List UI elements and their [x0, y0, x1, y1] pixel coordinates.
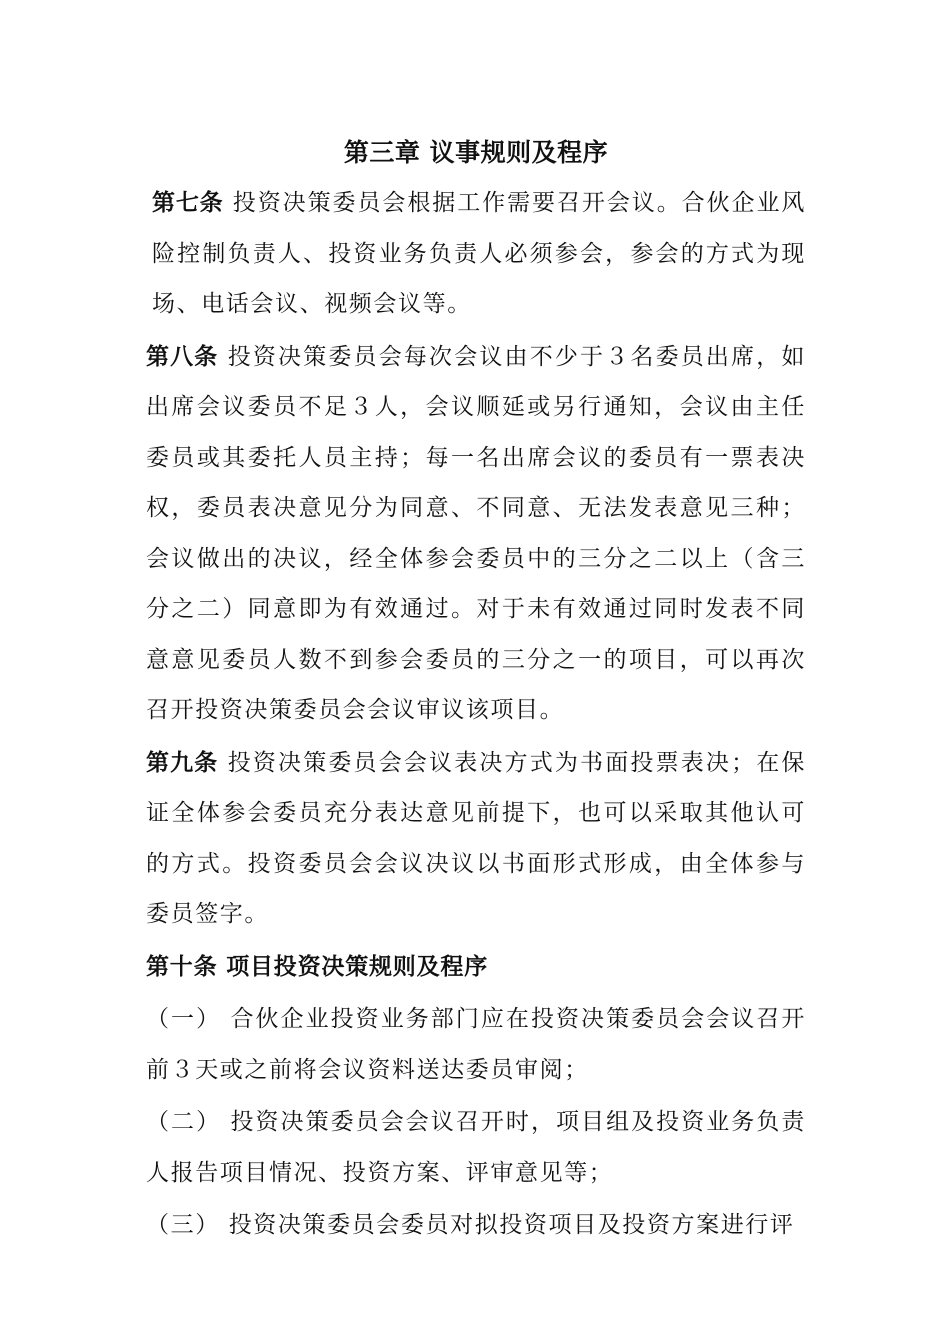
article-10-item-1: （一） 合伙企业投资业务部门应在投资决策委员会会议召开前３天或之前将会议资料送达委员审阅；	[146, 1006, 806, 1083]
document-content	[146, 128, 806, 1253]
article-7-number: 第七条	[152, 190, 224, 216]
article-7	[146, 178, 806, 330]
article-9	[146, 738, 806, 940]
article-10-heading: 第十条 项目投资决策规则及程序	[146, 953, 489, 980]
article-9-number: 第九条	[146, 749, 219, 776]
article-8-number: 第八条	[146, 343, 219, 370]
article-9-text: 投资决策委员会会议表决方式为书面投票表决；在保证全体参会委员充分表达意见前提下，也可以采取其他认可的方式。投资委员会会议决议以书面形式形成，由全体参与委员签字。	[146, 749, 807, 927]
article-10-item-2: （二） 投资决策委员会会议召开时，项目组及投资业务负责人报告项目情况、投资方案、评审意见等；	[146, 1109, 806, 1186]
article-10-item-3: （三） 投资决策委员会委员对拟投资项目及投资方案进行评	[146, 1212, 795, 1238]
article-8	[146, 332, 806, 736]
chapter-title: 第三章 议事规则及程序	[343, 138, 609, 167]
article-8-text: 投资决策委员会每次会议由不少于３名委员出席，如出席会议委员不足３人，会议顺延或另行通知，会议由主任委员或其委托人员主持；每一名出席会议的委员有一票表决权，委员表决意见分为同意、不同意、无法发表意见三种；会议做出的决议，经全体参会委员中的三分之二以上（含三分之二）同意即为有效通过。对于未有效通过同时发表不同意意见委员人数不到参会委员的三分之一的项目，可以再次召开投资决策委员会会议审议该项目。	[146, 343, 807, 723]
article-7-text: 投资决策委员会根据工作需要召开会议。合伙企业风险控制负责人、投资业务负责人必须参会，参会的方式为现场、电话会议、视频会议等。	[152, 190, 806, 317]
